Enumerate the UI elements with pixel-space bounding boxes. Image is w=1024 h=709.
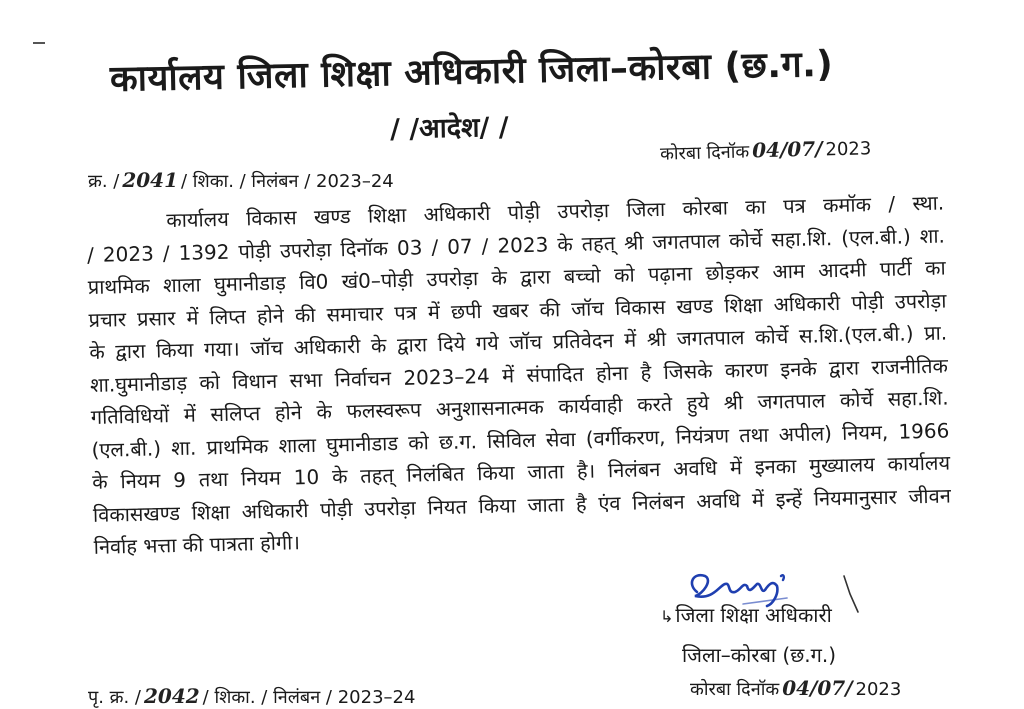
reference-number [88,168,394,193]
order-heading: / /आदेश/ / [389,111,509,146]
reference-prefix: क्र. / [88,171,120,192]
footer-reference-number [88,684,415,709]
reference-number-handwritten: 2041 [122,168,179,192]
body-line: प्रचार प्रसार में लिप्त होने की समाचार पत्र में छपी खबर की जॉच विकास खण्ड शिक्षा अधिकारी पोड़ी उपरोड़ा [88,288,947,332]
footer-reference-number-handwritten: 2042 [144,684,200,708]
body-line: कार्यालय विकास खण्ड शिक्षा अधिकारी पोड़ी उपरोड़ा जिला कोरबा का पत्र कमॉक / स्था. [166,190,945,233]
body-line: के नियम 9 तथा नियम 10 के तहत् निलंबित किया जाता है। निलंबन अवधि में इनका मुख्यालय कार्यालय [91,450,951,494]
date-handwritten: 04/07/ [751,136,823,163]
footer-date-year: 2023 [855,679,902,700]
body-line: निर्वाह भत्ता की पात्रता होगी। [93,530,301,559]
reference-suffix: / शिका. / निलंबन / 2023–24 [181,171,394,192]
scan-speck [33,42,45,44]
order-body [86,187,952,564]
tick-mark-icon [840,574,862,614]
footer-reference-suffix: / शिका. / निलंबन / 2023–24 [202,687,416,708]
body-line: प्राथमिक शाला घुमानीडाड़ वि0 खं0–पोड़ी उपरोड़ा के द्वारा बच्चो को पढ़ाना छोड़कर आम आदमी पार्टी का [87,255,946,299]
body-line: शा.घुमानीडाड़ को विधान सभा निर्वाचन 2023–24 में संपादित होना है जिसके कारण इनके द्वारा राजनीतिक [89,352,949,397]
date-prefix: कोरबा दिनॉक [659,141,750,165]
body-line: के द्वारा किया गया। जॉच अधिकारी के द्वारा दिये गये जॉच प्रतिवेदन में श्री जगतपाल कोर्चे स.शि.(एल.बी.) प्रा. [89,320,948,364]
footer-date-prefix: कोरबा दिनॉक [690,679,780,700]
body-line: विकासखण्ड शिक्षा अधिकारी पोड़ी उपरोड़ा नियत किया जाता है एंव निलंबन अवधि में इन्हें नियमानुसार जीवन [92,482,952,527]
date-year: 2023 [825,138,872,161]
signatory-district: जिला–कोरबा (छ.ग.) [682,643,837,667]
body-line: (एल.बी.) शा. प्राथमिक शाला घुमानीडाड को छ.ग. सिविल सेवा (वर्गीकरण, नियंत्रण तथा अपील) नियम, 1966 [91,417,950,462]
signatory-title: ↳ जिला शिक्षा अधिकारी [660,603,832,627]
footer-date [690,676,901,701]
footer-date-handwritten: 04/07/ [782,676,853,700]
body-line: / 2023 / 1392 पोड़ी उपरोड़ा दिनॉक 03 / 07 / 2023 के तहत् श्री जगतपाल कोर्चे सहा.शि. (एल.बी.) शा. [86,223,946,267]
office-title: कार्यालय जिला शिक्षा अधिकारी जिला–कोरबा (छ.ग.) [109,43,834,100]
pen-mark-icon: ↳ [660,607,674,626]
body-line: गतिविधियों में सलिप्त होने के फलस्वरूप अनुशासनात्मक कार्यवाही करते हुये श्री जगतपाल कोर्चे सहा.शि. [90,385,949,429]
footer-reference-prefix: पृ. क्र. / [88,687,141,708]
order-date [660,135,872,166]
